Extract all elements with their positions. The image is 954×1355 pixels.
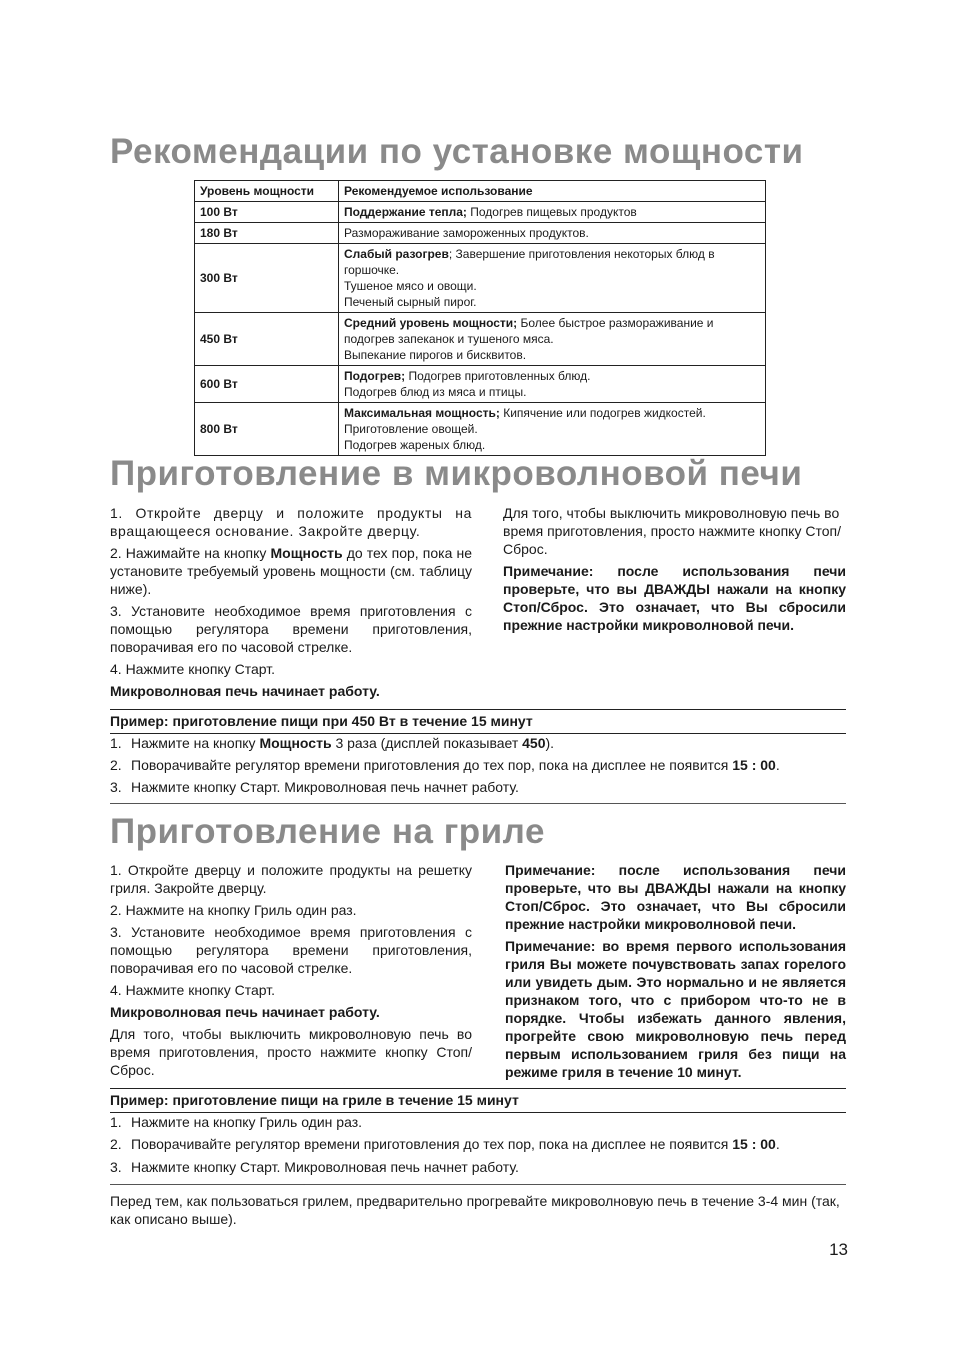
- grill-step-4: 4. Нажмите кнопку Старт.: [110, 982, 275, 998]
- grill-example-bottom-rule: [110, 1184, 846, 1185]
- usage-text: Тушеное мясо и овощи.: [344, 279, 477, 293]
- usage-text: Приготовление овощей.: [344, 422, 478, 436]
- microwave-example-step-3: 3. Нажмите кнопку Старт. Микроволновая печь начнет работу.: [110, 779, 519, 795]
- microwave-note: Примечание: после использования печи проверьте, что вы ДВАЖДЫ нажали на кнопку Стоп/Сброс. Это означает, что Вы сбросили прежние настройки микроволновой печи.: [503, 563, 846, 633]
- usage-line: [344, 347, 760, 363]
- table-row: [195, 202, 766, 223]
- usage-text: Кипячение или подогрев жидкостей.: [499, 406, 706, 420]
- microwave-example-title: Пример: приготовление пищи при 450 Вт в течение 15 минут: [110, 713, 533, 729]
- grill-left-column: [110, 861, 472, 1083]
- grill-section-title: Приготовление на гриле: [110, 812, 545, 851]
- usage-cell: [339, 313, 766, 366]
- usage-line: [344, 368, 760, 384]
- microwave-example-title-rule: [110, 733, 846, 734]
- grill-example-step-2: 2. Поворачивайте регулятор времени приготовления до тех пор, пока на дисплее не появится 15 : 00.: [110, 1136, 780, 1152]
- grill-step-1: 1. Откройте дверцу и положите продукты на решетку гриля. Закройте дверцу.: [110, 862, 472, 896]
- usage-text: Подогрев жареных блюд.: [344, 438, 486, 452]
- usage-mode-label: Слабый разогрев: [344, 247, 449, 261]
- usage-line: [344, 294, 760, 310]
- usage-text: Размораживание замороженных продуктов.: [344, 226, 589, 240]
- usage-text: Печеный сырный пирог.: [344, 295, 477, 309]
- usage-text: Выпекание пирогов и бисквитов.: [344, 348, 527, 362]
- usage-text: Подогрев пищевых продуктов: [466, 205, 637, 219]
- microwave-stop-text: Для того, чтобы выключить микроволновую печь во время приготовления, просто нажмите кнопку Стоп/Сброс.: [503, 505, 841, 557]
- table-header-usage: Рекомендуемое использование: [339, 181, 766, 202]
- usage-mode-label: Поддержание тепла;: [344, 205, 467, 219]
- table-header-level: Уровень мощности: [195, 181, 339, 202]
- usage-line: [344, 421, 760, 437]
- microwave-example-step-2: 2. Поворачивайте регулятор времени приготовления до тех пор, пока на дисплее не появится 15 : 00.: [110, 757, 780, 773]
- usage-line: [344, 278, 760, 294]
- usage-text: Более быстрое размораживание и подогрев запеканок и тушеного мяса.: [344, 316, 714, 346]
- power-level-cell: 300 Вт: [195, 244, 339, 313]
- page-number: 13: [829, 1240, 848, 1259]
- grill-example-step-1: 1. Нажмите на кнопку Гриль один раз.: [110, 1114, 363, 1130]
- usage-cell: [339, 366, 766, 403]
- usage-cell: [339, 244, 766, 313]
- table-row: [195, 244, 766, 313]
- usage-text: ; Завершение приготовления некоторых блюд в горшочке.: [344, 247, 715, 277]
- usage-line: [344, 246, 760, 278]
- grill-footer-note: Перед тем, как пользоваться грилем, предварительно прогревайте микроволновую печь в течение 3-4 мин (так, как описано выше).: [110, 1193, 840, 1227]
- microwave-example-step-1: 1. Нажмите на кнопку Мощность 3 раза (дисплей показывает 450).: [110, 735, 555, 751]
- microwave-step-4: 4. Нажмите кнопку Старт.: [110, 661, 275, 677]
- table-row: [195, 366, 766, 403]
- grill-step-2: 2. Нажмите на кнопку Гриль один раз.: [110, 902, 357, 918]
- table-row: [195, 223, 766, 244]
- grill-stop-text: Для того, чтобы выключить микроволновую печь во время приготовления, просто нажмите кнопку Стоп/Сброс.: [110, 1026, 472, 1078]
- microwave-example-top-rule: [110, 709, 846, 710]
- grill-step-3: 3. Установите необходимое время приготовления с помощью регулятора времени приготовления, поворачивая его по часовой стрелке.: [110, 924, 472, 976]
- grill-example-title-rule: [110, 1112, 846, 1113]
- grill-example-step-3: 3. Нажмите кнопку Старт. Микроволновая печь начнет работу.: [110, 1159, 519, 1175]
- grill-note-2: Примечание: во время первого использования гриля Вы можете почувствовать запах горелого или увидеть дым. Это нормально и не является признаком того, что с прибором что-то не в порядке. Чтобы избежать данного явления, прогрейте свою микроволновую печь перед первым использованием гриля без пищи на режиме гриля в течение 10 минут.: [505, 938, 846, 1080]
- grill-note-1: Примечание: после использования печи проверьте, что вы ДВАЖДЫ нажали на кнопку Стоп/Сброс. Это означает, что Вы сбросили прежние настройки микроволновой печи.: [505, 862, 846, 932]
- usage-cell: [339, 223, 766, 244]
- power-level-cell: 600 Вт: [195, 366, 339, 403]
- power-level-cell: 100 Вт: [195, 202, 339, 223]
- usage-text: Подогрев блюд из мяса и птицы.: [344, 385, 527, 399]
- usage-line: [344, 225, 760, 241]
- usage-mode-label: Подогрев;: [344, 369, 406, 383]
- microwave-section-title: Приготовление в микроволновой печи: [110, 454, 803, 493]
- power-section-title: Рекомендации по установке мощности: [110, 132, 804, 171]
- usage-line: [344, 384, 760, 400]
- microwave-right-column: [503, 504, 846, 638]
- grill-example-title: Пример: приготовление пищи на гриле в течение 15 минут: [110, 1092, 519, 1108]
- power-level-cell: 450 Вт: [195, 313, 339, 366]
- table-header-row: [195, 181, 766, 202]
- usage-line: [344, 437, 760, 453]
- grill-example-top-rule: [110, 1088, 846, 1089]
- table-row: [195, 403, 766, 456]
- usage-line: [344, 315, 760, 347]
- usage-cell: [339, 403, 766, 456]
- usage-line: [344, 204, 760, 220]
- grill-result: Микроволновая печь начинает работу.: [110, 1004, 380, 1020]
- usage-mode-label: Средний уровень мощности;: [344, 316, 518, 330]
- microwave-step-3: 3. Установите необходимое время приготовления с помощью регулятора времени приготовления, поворачивая его по часовой стрелке.: [110, 603, 472, 655]
- usage-line: [344, 405, 760, 421]
- grill-right-column: [505, 861, 846, 1085]
- usage-cell: [339, 202, 766, 223]
- power-level-cell: 180 Вт: [195, 223, 339, 244]
- microwave-example-bottom-rule: [110, 803, 846, 804]
- usage-mode-label: Максимальная мощность;: [344, 406, 500, 420]
- table-row: [195, 313, 766, 366]
- microwave-left-column: [110, 504, 472, 704]
- microwave-result: Микроволновая печь начинает работу.: [110, 683, 380, 699]
- usage-text: Подогрев приготовленных блюд.: [405, 369, 591, 383]
- microwave-step-1: 1. Откройте дверцу и положите продукты на вращающееся основание. Закройте дверцу.: [110, 505, 472, 539]
- power-level-cell: 800 Вт: [195, 403, 339, 456]
- microwave-step-2: 2. Нажимайте на кнопку Мощность до тех пор, пока не установите требуемый уровень мощности (см. таблицу ниже).: [110, 545, 472, 597]
- power-table: [194, 180, 766, 456]
